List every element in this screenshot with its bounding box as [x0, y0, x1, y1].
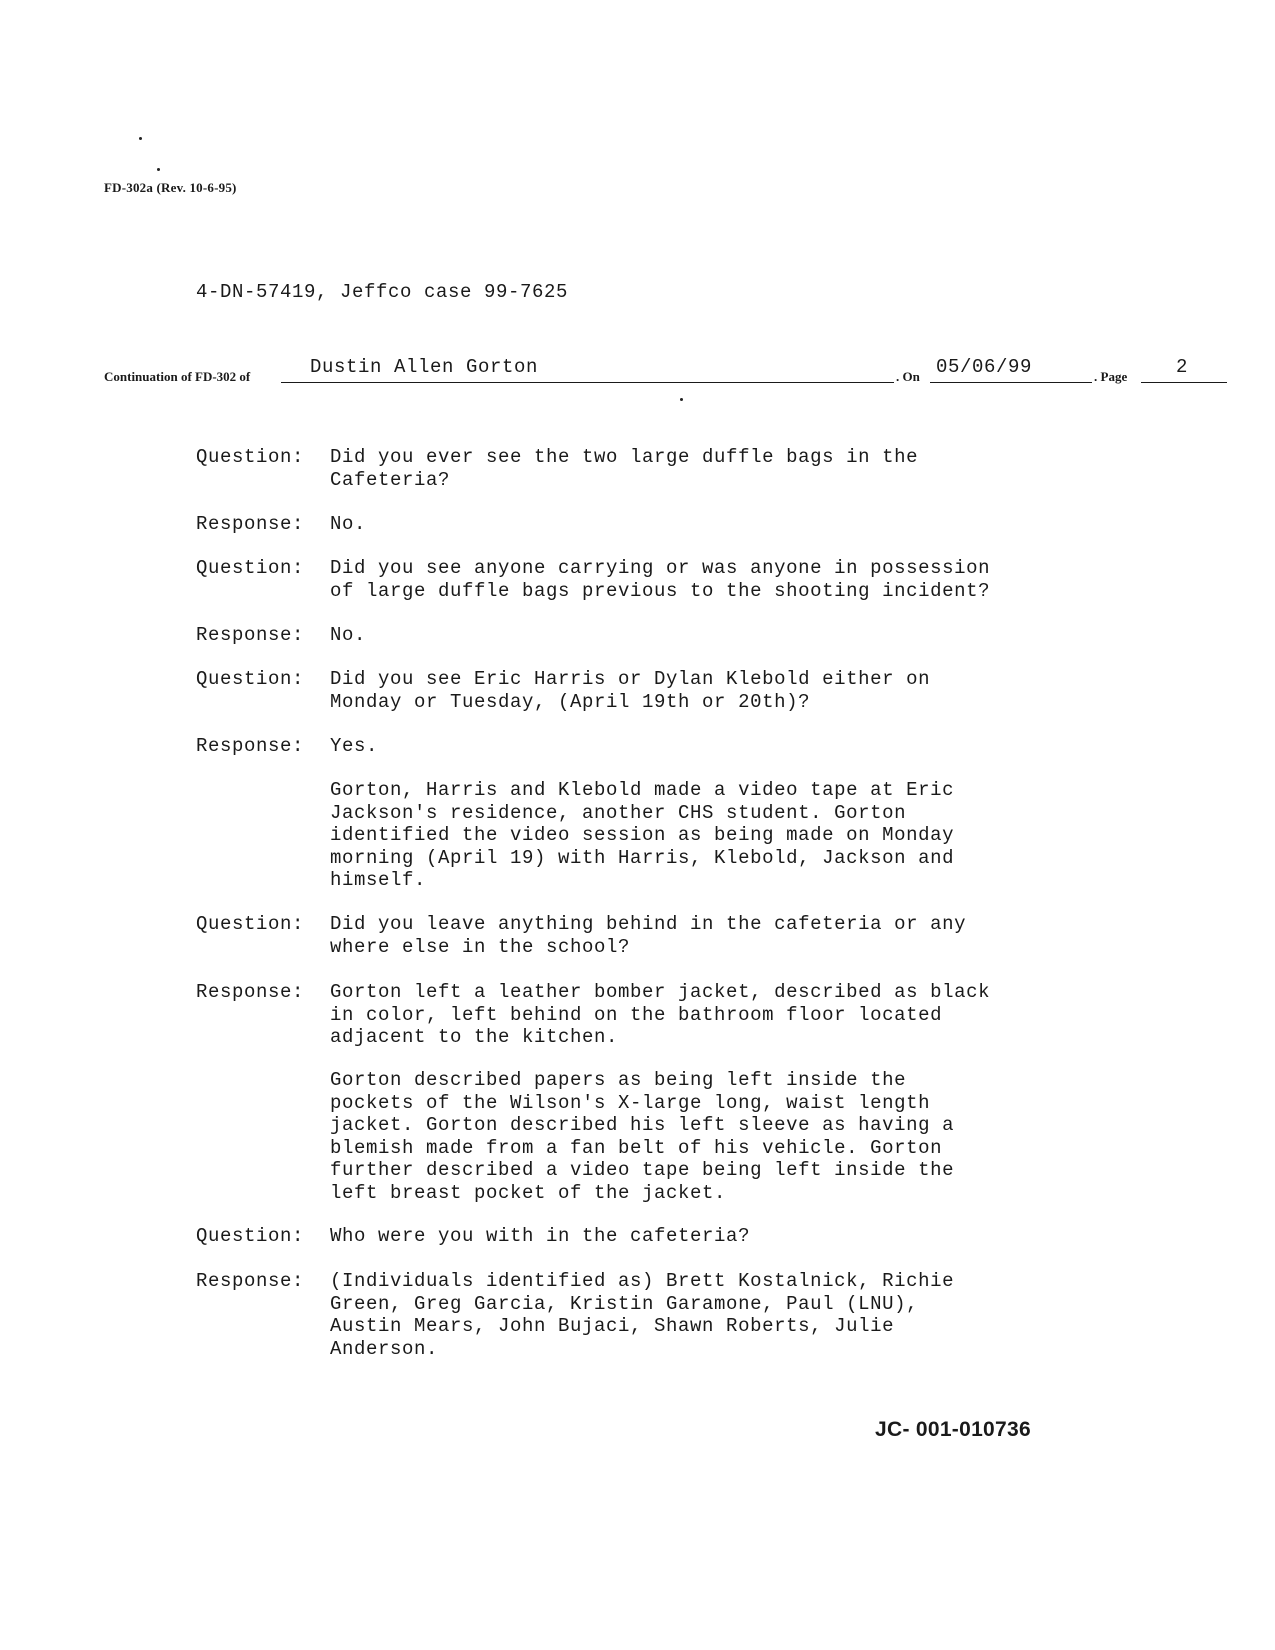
- case-number-line: 4-DN-57419, Jeffco case 99-7625: [196, 281, 569, 303]
- entry-label: Question:: [196, 913, 305, 935]
- page-underline: [1141, 382, 1227, 383]
- response-entry: [196, 735, 1096, 758]
- response-paragraph: Gorton described papers as being left inside the pockets of the Wilson's X-large long, waist length jacket. Gorton described his left sleeve as having a blemish made from a fan belt of his vehicle. Gorton further described a video tape being left inside the left breast pocket of the jacket.: [330, 1069, 955, 1204]
- entry-label: Question:: [196, 668, 305, 690]
- entry-label: Response:: [196, 981, 305, 1003]
- entry-label: Question:: [196, 1225, 305, 1247]
- entry-text: Gorton left a leather bomber jacket, described as black in color, left behind on the bathroom floor located adjacent to the kitchen.: [330, 981, 991, 1048]
- entry-text: Yes.: [330, 735, 379, 757]
- entry-label: Question:: [196, 446, 305, 468]
- entry-label: Response:: [196, 1270, 305, 1292]
- entry-label: Response:: [196, 735, 305, 757]
- continuation-label: Continuation of FD-302 of: [104, 369, 251, 384]
- interview-date: 05/06/99: [936, 356, 1033, 378]
- question-entry: [196, 557, 1096, 602]
- page-number: 2: [1176, 356, 1189, 378]
- question-entry: [196, 668, 1096, 713]
- entry-text: Did you see anyone carrying or was anyone in possession of large duffle bags previous to the shooting incident?: [330, 557, 991, 602]
- bates-stamp: JC- 001-010736: [875, 1418, 1031, 1441]
- response-entry: [196, 1270, 1096, 1360]
- scan-speck: [157, 168, 160, 171]
- question-entry: [196, 913, 1096, 958]
- entry-text: Did you see Eric Harris or Dylan Klebold either on Monday or Tuesday, (April 19th or 20th)?: [330, 668, 931, 713]
- response-entry: [196, 513, 1096, 536]
- continuation-header: [104, 350, 1189, 390]
- response-entry: [196, 981, 1096, 1049]
- on-label: . On: [896, 369, 920, 384]
- form-id: FD-302a (Rev. 10-6-95): [104, 180, 237, 195]
- entry-label: Response:: [196, 513, 305, 535]
- entry-text: Who were you with in the cafeteria?: [330, 1225, 751, 1247]
- scan-speck: [680, 398, 683, 401]
- entry-text: Did you leave anything behind in the cafeteria or any where else in the school?: [330, 913, 967, 958]
- subject-underline: [281, 382, 894, 383]
- question-entry: [196, 1225, 1096, 1248]
- subject-name: Dustin Allen Gorton: [310, 356, 539, 378]
- response-entry: [196, 624, 1096, 647]
- page-label: . Page: [1094, 369, 1128, 384]
- entry-label: Question:: [196, 557, 305, 579]
- response-paragraph: Gorton, Harris and Klebold made a video tape at Eric Jackson's residence, another CHS student. Gorton identified the video session as being made on Monday morning (April 19) with Harris, Klebold, Jackson and himself.: [330, 779, 955, 891]
- entry-text: No.: [330, 624, 367, 646]
- entry-text: (Individuals identified as) Brett Kostalnick, Richie Green, Greg Garcia, Kristin Garamone, Paul (LNU), Austin Mears, John Bujaci, Shawn Roberts, Julie Anderson.: [330, 1270, 955, 1360]
- entry-label: Response:: [196, 624, 305, 646]
- date-underline: [930, 382, 1092, 383]
- question-entry: [196, 446, 1096, 491]
- scan-speck: [139, 137, 142, 140]
- entry-text: Did you ever see the two large duffle bags in the Cafeteria?: [330, 446, 919, 491]
- entry-text: No.: [330, 513, 367, 535]
